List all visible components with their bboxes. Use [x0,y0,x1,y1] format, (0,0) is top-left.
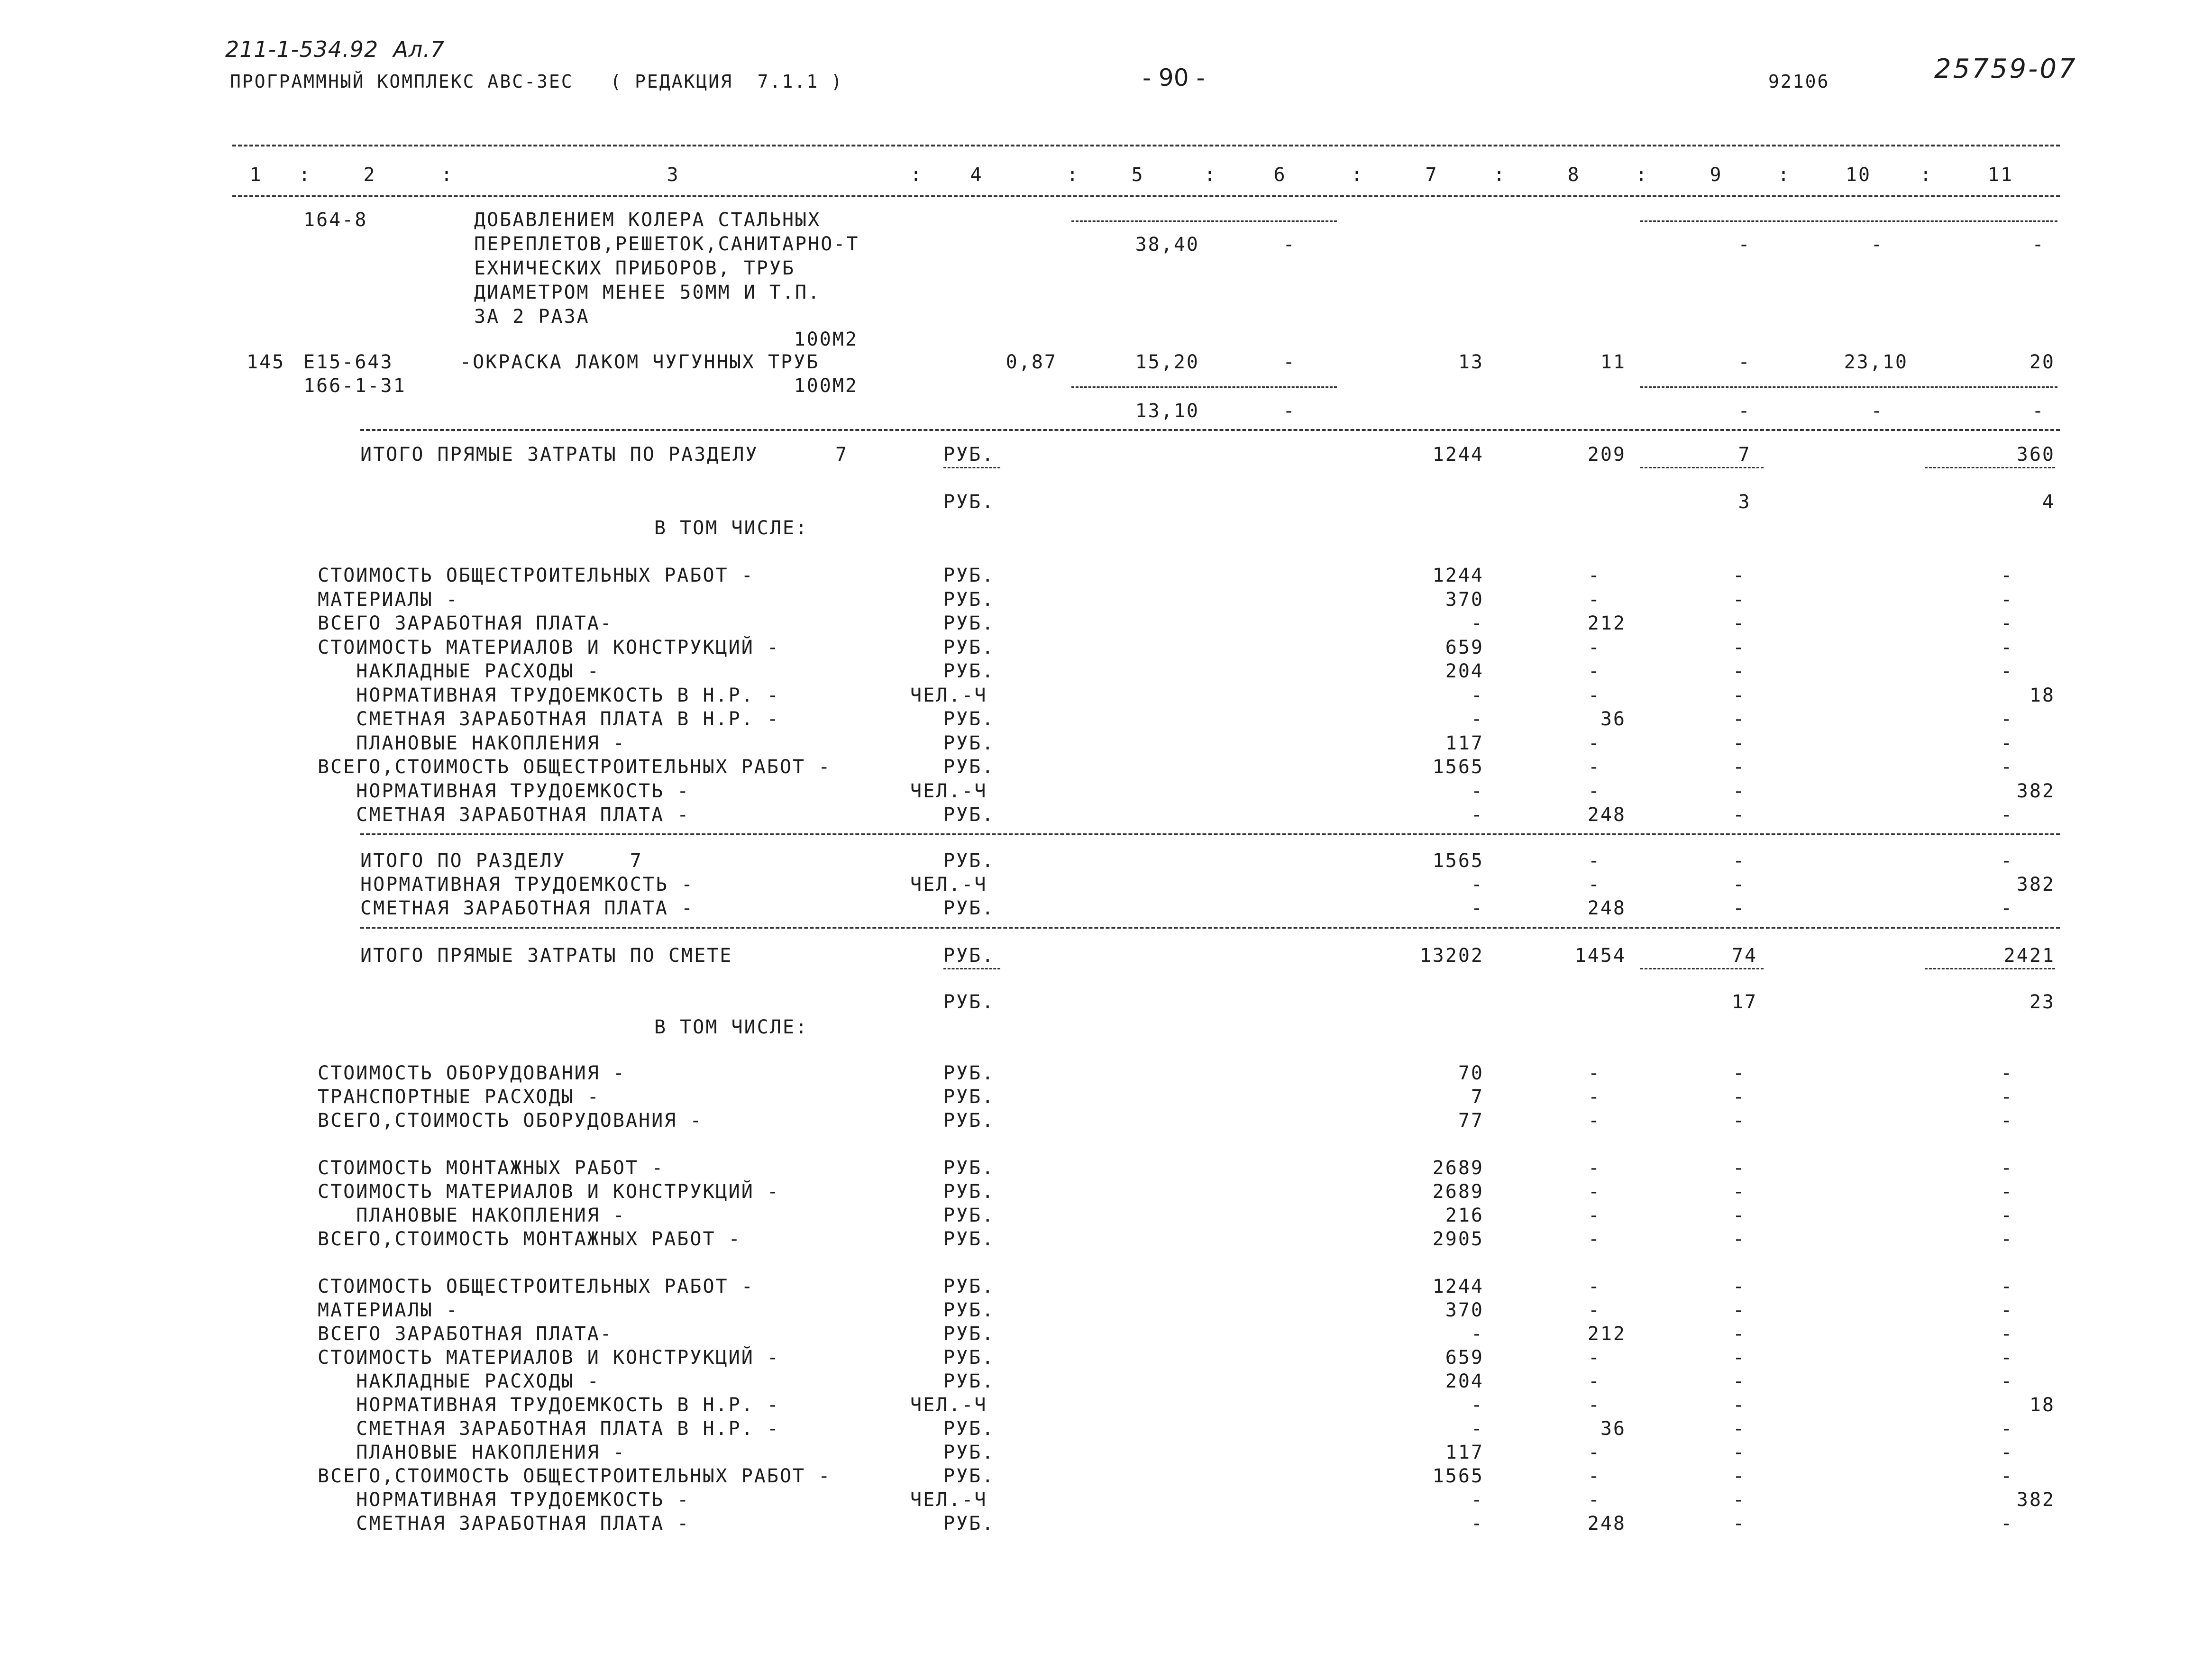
item-number: 145 [247,351,285,373]
summary-row-unit: РУБ. [943,636,995,658]
value-c8: - [1588,780,1601,802]
value-c9: - [1733,850,1746,872]
value-c7: 117 [1445,732,1484,754]
item-c11: 20 [2029,351,2055,373]
summary-row-label: НОРМАТИВНАЯ ТРУДОЕМКОСТЬ В Н.Р. - [318,684,780,706]
value-c9: - [1733,1442,1746,1463]
item-c10: - [1871,400,1884,422]
value-c9: - [1733,588,1746,611]
value-c8: - [1588,1157,1601,1179]
value-c7: - [1471,804,1484,826]
item-c5: 13,10 [1135,400,1199,422]
value-c7: 204 [1445,1370,1484,1392]
value-c8: - [1588,1228,1601,1250]
value-c7: - [1471,897,1484,919]
value-c8: 248 [1587,804,1626,826]
summary-row-label: СМЕТНАЯ ЗАРАБОТНАЯ ПЛАТА В Н.Р. - [318,1418,780,1440]
cell-rule [943,968,1000,969]
item-c5: 38,40 [1135,234,1199,256]
summary-row-unit: РУБ. [943,1205,995,1226]
summary-row-unit: РУБ. [943,1157,995,1179]
summary-row-unit: РУБ. [943,588,995,611]
value-c9: 7 [1738,444,1751,466]
value-c8: - [1588,1181,1601,1203]
section-total-label: ИТОГО ПРЯМЫЕ ЗАТРАТЫ ПО РАЗДЕЛУ 7 [360,444,849,466]
value-c11: - [2001,756,2014,778]
summary-row-unit: РУБ. [943,732,995,754]
item-unit: 100М2 [794,329,858,350]
item-c6: - [1283,400,1296,422]
value-c11: 360 [2016,444,2055,466]
item-c11: - [2032,400,2045,422]
value-c11: - [2001,660,2014,682]
summary-row-label: СТОИМОСТЬ МАТЕРИАЛОВ И КОНСТРУКЦИЙ - [318,1181,780,1203]
value-c7: - [1471,1513,1484,1534]
summary-row-unit: РУБ. [943,708,995,730]
item-description-line: ДИАМЕТРОМ МЕНЕЕ 50ММ И Т.П. [474,282,821,303]
value-c7: - [1471,684,1484,706]
summary-row-unit: ЧЕЛ.-Ч [910,684,987,706]
value-c7: 77 [1458,1110,1484,1132]
summary-row-label: СТОИМОСТЬ МАТЕРИАЛОВ И КОНСТРУКЦИЙ - [318,1347,780,1369]
value-c11: - [2001,1323,2014,1345]
value-c8: - [1588,588,1601,611]
value-c7: 659 [1445,636,1484,658]
summary-row-label: ТРАНСПОРТНЫЕ РАСХОДЫ - [318,1086,600,1108]
value-c9: - [1733,1347,1746,1369]
table-top-rule [232,145,2060,146]
summary-row-label: НАКЛАДНЫЕ РАСХОДЫ - [318,1370,600,1392]
stamp-number: 25759-07 [1934,54,2077,84]
column-separator: : [1493,164,1507,186]
summary-row-unit: РУБ. [943,1110,995,1132]
item-c9: - [1738,351,1751,373]
program-header: ПРОГРАММНЫЙ КОМПЛЕКС АВС-3ЕС ( РЕДАКЦИЯ 7.1.1 ) [230,71,843,92]
item-code: 164-8 [303,209,368,231]
summary-row-unit: РУБ. [943,1228,995,1250]
summary-row-unit: РУБ. [943,1086,995,1108]
summary-row-unit: РУБ. [943,1465,995,1487]
value-c11: - [2001,850,2014,872]
cell-rule [1071,220,1337,222]
value-c7: 13202 [1419,945,1484,967]
value-c11: - [2001,588,2014,611]
summary-row-label: ВСЕГО,СТОИМОСТЬ ОБЩЕСТРОИТЕЛЬНЫХ РАБОТ - [318,1465,832,1487]
value-c7: - [1471,1394,1484,1416]
value-c8: - [1588,1299,1601,1321]
summary-row-unit: РУБ. [943,1370,995,1392]
value-c11: - [2001,897,2014,919]
item-c4: 0,87 [1006,351,1057,373]
value-c11: 2421 [2003,945,2055,967]
column-header-8: 8 [1567,164,1581,186]
cell-rule [1925,968,2055,969]
cell-rule [1640,467,1764,468]
summary-row-label: ПЛАНОВЫЕ НАКОПЛЕНИЯ - [318,1205,626,1226]
summary-row-unit: РУБ. [943,660,995,682]
value-c11: - [2001,1442,2014,1463]
value-c9: - [1733,636,1746,658]
column-separator: : [441,164,454,186]
value-c7: - [1471,874,1484,895]
column-header-5: 5 [1131,164,1144,186]
value-c7: 1565 [1432,756,1484,778]
value-c9: - [1733,897,1746,919]
summary-row-label: ВСЕГО,СТОИМОСТЬ МОНТАЖНЫХ РАБОТ - [318,1228,741,1250]
value-c8: 248 [1587,1513,1626,1534]
summary-row-label: НОРМАТИВНАЯ ТРУДОЕМКОСТЬ - [318,1489,690,1511]
value-c11: - [2001,1299,2014,1321]
value-c9: - [1733,612,1746,634]
cell-rule [1640,968,1764,969]
value-c11: - [2001,1513,2014,1534]
value-c8: - [1588,1110,1601,1132]
unit: РУБ. [943,491,995,513]
value-c9: - [1733,1205,1746,1226]
summary-row-unit: ЧЕЛ.-Ч [910,1394,987,1416]
summary-row-unit: РУБ. [943,1276,995,1297]
value-c8: - [1588,565,1601,586]
value-c11: 23 [2029,991,2055,1013]
column-header-6: 6 [1273,164,1287,186]
item-description-line: ПЕРЕПЛЕТОВ,РЕШЕТОК,САНИТАРНО-Т [474,233,859,255]
value-c7: 204 [1445,660,1484,682]
summary-row-unit: РУБ. [943,804,995,826]
section-itogo-label: СМЕТНАЯ ЗАРАБОТНАЯ ПЛАТА - [360,897,695,919]
column-separator: : [1067,164,1080,186]
page-number: - 90 - [1143,64,1205,91]
value-c9: - [1733,565,1746,586]
column-separator: : [1351,164,1364,186]
value-c8: - [1588,850,1601,872]
cell-rule [943,467,1000,468]
section-rule [360,927,2060,929]
summary-row-unit: РУБ. [943,1347,995,1369]
value-c7: 216 [1445,1205,1484,1226]
value-c7: 7 [1471,1086,1484,1108]
value-c8: - [1588,1276,1601,1297]
value-c9: - [1733,780,1746,802]
value-c9: - [1733,1228,1746,1250]
value-c7: 2689 [1432,1181,1484,1203]
value-c8: - [1588,660,1601,682]
summary-row-label: СТОИМОСТЬ МОНТАЖНЫХ РАБОТ - [318,1157,665,1179]
value-c11: - [2001,1110,2014,1132]
column-header-2: 2 [363,164,376,186]
value-c8: 248 [1587,897,1626,919]
summary-row-label: ВСЕГО ЗАРАБОТНАЯ ПЛАТА- [318,1323,613,1345]
value-c9: - [1733,756,1746,778]
value-c11: - [2001,1062,2014,1084]
column-separator: : [1636,164,1649,186]
value-c9: 3 [1738,491,1751,513]
value-c9: 17 [1731,991,1758,1013]
value-c8: - [1588,732,1601,754]
summary-row-label: СТОИМОСТЬ ОБЩЕСТРОИТЕЛЬНЫХ РАБОТ - [318,565,754,586]
cell-rule [1071,386,1337,388]
value-c8: 212 [1587,1323,1626,1345]
value-c7: 1565 [1432,850,1484,872]
value-c11: - [2001,1347,2014,1369]
item-code: Е15-643 [303,351,393,373]
value-c7: 659 [1445,1347,1484,1369]
summary-row-label: ВСЕГО ЗАРАБОТНАЯ ПЛАТА- [318,612,613,634]
value-c7: - [1471,1418,1484,1440]
summary-row-unit: РУБ. [943,1181,995,1203]
summary-row-label: СМЕТНАЯ ЗАРАБОТНАЯ ПЛАТА В Н.Р. - [318,708,780,730]
value-c9: - [1733,1418,1746,1440]
value-c9: - [1733,1465,1746,1487]
section-itogo-label: ИТОГО ПО РАЗДЕЛУ 7 [360,850,643,872]
item-unit: 100М2 [794,375,858,397]
value-c7: - [1471,780,1484,802]
column-separator: : [1778,164,1791,186]
value-c11: - [2001,732,2014,754]
column-header-10: 10 [1845,164,1872,186]
item-description: -ОКРАСКА ЛАКОМ ЧУГУННЫХ ТРУБ [460,351,820,373]
value-c11: - [2001,804,2014,826]
value-c11: - [2001,1370,2014,1392]
summary-row-unit: ЧЕЛ.-Ч [910,780,987,802]
doc-code: 211-1-534.92 Ал.7 [225,37,445,62]
summary-row-unit: ЧЕЛ.-Ч [910,874,987,895]
unit: РУБ. [943,945,995,967]
value-c11: 18 [2029,684,2055,706]
value-c8: 36 [1600,1418,1626,1440]
value-c8: 209 [1587,444,1626,466]
value-c8: - [1588,1062,1601,1084]
summary-row-label: СТОИМОСТЬ ОБЩЕСТРОИТЕЛЬНЫХ РАБОТ - [318,1276,754,1297]
value-c8: - [1588,1347,1601,1369]
value-c7: 1244 [1432,444,1484,466]
summary-row-unit: ЧЕЛ.-Ч [910,1489,987,1511]
value-c9: - [1733,1394,1746,1416]
value-c11: - [2001,1181,2014,1203]
summary-row-unit: РУБ. [943,1442,995,1463]
unit: РУБ. [943,991,995,1013]
cell-rule [1925,467,2055,468]
value-c11: - [2001,1205,2014,1226]
value-c11: 18 [2029,1394,2055,1416]
value-c8: - [1588,756,1601,778]
value-c7: 370 [1445,1299,1484,1321]
value-c11: - [2001,708,2014,730]
summary-row-label: ВСЕГО,СТОИМОСТЬ ОБЩЕСТРОИТЕЛЬНЫХ РАБОТ - [318,756,832,778]
value-c11: - [2001,1157,2014,1179]
summary-row-unit: РУБ. [943,1418,995,1440]
value-c11: 4 [2042,491,2055,513]
item-c9: - [1738,234,1751,256]
value-c9: - [1733,1181,1746,1203]
value-c9: 74 [1731,945,1758,967]
item-c11: - [2032,234,2045,256]
value-c7: 2905 [1432,1228,1484,1250]
value-c9: - [1733,1086,1746,1108]
summary-row-unit: РУБ. [943,1299,995,1321]
value-c7: 370 [1445,588,1484,611]
item-c8: 11 [1600,351,1626,373]
value-c8: - [1588,1465,1601,1487]
summary-row-label: СТОИМОСТЬ ОБОРУДОВАНИЯ - [318,1062,626,1084]
doc-number: 92106 [1768,71,1830,92]
value-c9: - [1733,1513,1746,1534]
summary-row-unit: РУБ. [943,612,995,634]
summary-row-label: МАТЕРИАЛЫ - [318,588,459,611]
value-c8: - [1588,1442,1601,1463]
value-c8: 1454 [1574,945,1626,967]
value-c9: - [1733,1489,1746,1511]
summary-row-label: НАКЛАДНЫЕ РАСХОДЫ - [318,660,600,682]
value-c8: - [1588,1489,1601,1511]
value-c7: - [1471,708,1484,730]
item-c5: 15,20 [1135,351,1199,373]
summary-row-label: СМЕТНАЯ ЗАРАБОТНАЯ ПЛАТА - [318,804,690,826]
value-c8: - [1588,1205,1601,1226]
value-c11: - [2001,636,2014,658]
value-c9: - [1733,1299,1746,1321]
item-code: 166-1-31 [303,375,406,397]
estimate-total-label: ИТОГО ПРЯМЫЕ ЗАТРАТЫ ПО СМЕТЕ [360,945,733,967]
value-c11: 382 [2016,780,2055,802]
item-description-line: ЗА 2 РАЗА [474,306,590,328]
value-c9: - [1733,804,1746,826]
item-c6: - [1283,234,1296,256]
value-c9: - [1733,1276,1746,1297]
item-c6: - [1283,351,1296,373]
summary-row-unit: РУБ. [943,897,995,919]
value-c7: 1244 [1432,565,1484,586]
value-c9: - [1733,660,1746,682]
section-itogo-label: НОРМАТИВНАЯ ТРУДОЕМКОСТЬ - [360,874,695,895]
value-c7: - [1471,612,1484,634]
value-c8: - [1588,874,1601,895]
value-c8: 212 [1587,612,1626,634]
summary-row-unit: РУБ. [943,756,995,778]
unit: РУБ. [943,444,995,466]
value-c8: - [1588,1394,1601,1416]
cell-rule [1640,386,2057,388]
summary-row-label: СМЕТНАЯ ЗАРАБОТНАЯ ПЛАТА - [318,1513,690,1534]
value-c9: - [1733,1370,1746,1392]
column-header-4: 4 [970,164,983,186]
value-c8: 36 [1600,708,1626,730]
value-c11: - [2001,1086,2014,1108]
value-c11: - [2001,612,2014,634]
value-c9: - [1733,874,1746,895]
value-c9: - [1733,732,1746,754]
value-c8: - [1588,1370,1601,1392]
column-separator: : [1204,164,1217,186]
value-c9: - [1733,1062,1746,1084]
value-c9: - [1733,708,1746,730]
column-header-3: 3 [667,164,680,186]
summary-row-label: ПЛАНОВЫЕ НАКОПЛЕНИЯ - [318,732,626,754]
summary-row-label: СТОИМОСТЬ МАТЕРИАЛОВ И КОНСТРУКЦИЙ - [318,636,780,658]
cell-rule [1640,220,2057,222]
column-separator: : [910,164,923,186]
value-c11: - [2001,1228,2014,1250]
value-c11: - [2001,1418,2014,1440]
column-separator: : [1920,164,1933,186]
value-c8: - [1588,684,1601,706]
value-c9: - [1733,1323,1746,1345]
value-c11: - [2001,1465,2014,1487]
summary-row-label: ВСЕГО,СТОИМОСТЬ ОБОРУДОВАНИЯ - [318,1110,703,1132]
value-c7: - [1471,1323,1484,1345]
value-c7: 2689 [1432,1157,1484,1179]
value-c8: - [1588,1086,1601,1108]
item-c10: - [1871,234,1884,256]
value-c11: 382 [2016,1489,2055,1511]
value-c7: 1244 [1432,1276,1484,1297]
value-c11: 382 [2016,874,2055,895]
summary-row-unit: РУБ. [943,850,995,872]
item-c10: 23,10 [1844,351,1908,373]
column-separator: : [299,164,312,186]
item-description-line: ДОБАВЛЕНИЕМ КОЛЕРА СТАЛЬНЫХ [474,209,821,231]
column-header-1: 1 [249,164,263,186]
summary-row-label: НОРМАТИВНАЯ ТРУДОЕМКОСТЬ - [318,780,690,802]
item-description-line: ЕХНИЧЕСКИХ ПРИБОРОВ, ТРУБ [474,257,795,279]
including-label: В ТОМ ЧИСЛЕ: [654,1016,808,1038]
summary-row-unit: РУБ. [943,1513,995,1534]
summary-row-label: НОРМАТИВНАЯ ТРУДОЕМКОСТЬ В Н.Р. - [318,1394,780,1416]
value-c7: 117 [1445,1442,1484,1463]
value-c7: - [1471,1489,1484,1511]
value-c9: - [1733,1110,1746,1132]
item-c9: - [1738,400,1751,422]
value-c11: - [2001,565,2014,586]
column-header-11: 11 [1987,164,2014,186]
summary-row-unit: РУБ. [943,1323,995,1345]
value-c9: - [1733,1157,1746,1179]
value-c7: 70 [1458,1062,1484,1084]
summary-row-label: ПЛАНОВЫЕ НАКОПЛЕНИЯ - [318,1442,626,1463]
header-bottom-rule [232,195,2060,197]
including-label: В ТОМ ЧИСЛЕ: [654,517,808,539]
value-c9: - [1733,684,1746,706]
summary-row-unit: РУБ. [943,565,995,586]
value-c7: 1565 [1432,1465,1484,1487]
value-c8: - [1588,636,1601,658]
summary-row-unit: РУБ. [943,1062,995,1084]
section-rule [360,833,2060,835]
summary-row-label: МАТЕРИАЛЫ - [318,1299,459,1321]
column-header-7: 7 [1425,164,1438,186]
value-c11: - [2001,1276,2014,1297]
item-c7: 13 [1458,351,1484,373]
column-header-9: 9 [1710,164,1723,186]
section-rule [360,429,2060,431]
